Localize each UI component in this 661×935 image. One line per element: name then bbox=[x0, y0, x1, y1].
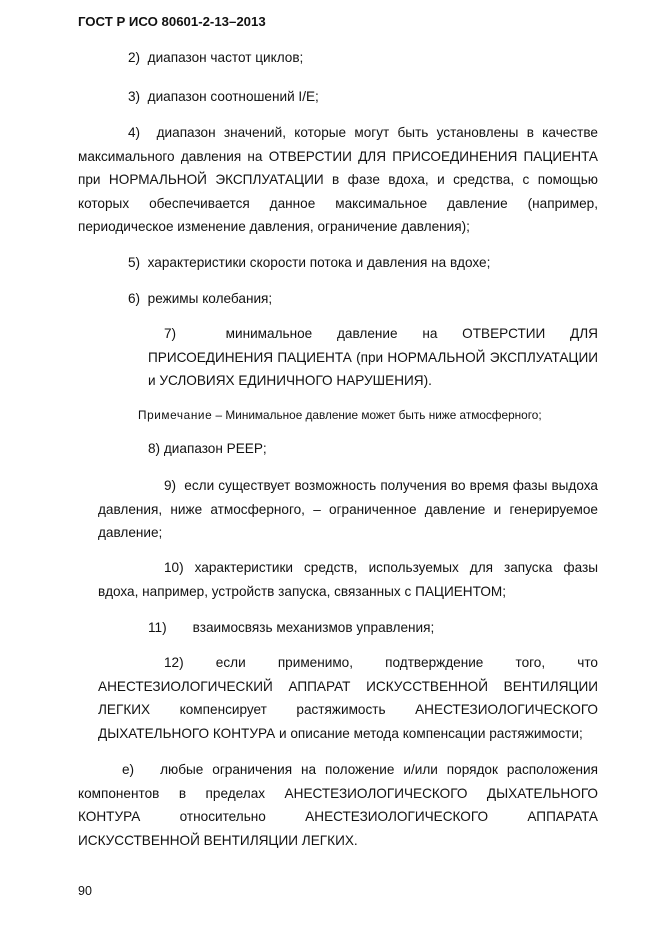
list-item-8 bbox=[148, 437, 598, 461]
item-text: если существует возможность получения во время фазы выдоха давления, ниже атмосферного, – ограниченное давление и генерируемое давление; bbox=[98, 478, 598, 540]
item-text: характеристики скорости потока и давления на вдохе; bbox=[147, 255, 491, 270]
item-text: диапазон значений, которые могут быть установлены в качестве максимального давления на ОТВЕРСТИИ ДЛЯ ПРИСОЕДИНЕНИЯ ПАЦИЕНТА при НОРМАЛЬНОЙ ЭКСПЛУАТАЦИИ в фазе вдоха, и средства, с помощью которых обеспечивается данное максимальное давление (например, периодическое изменение давления, ограничение давления); bbox=[78, 125, 598, 234]
list-item-e bbox=[78, 758, 598, 852]
note-label: Примечание bbox=[138, 408, 213, 422]
item-number: 10) bbox=[164, 560, 184, 575]
note-text: – Минимальное давление может быть ниже атмосферного; bbox=[212, 408, 542, 422]
item-number: 6) bbox=[128, 291, 141, 306]
item-number: 4) bbox=[128, 125, 141, 140]
item-number: 12) bbox=[164, 655, 184, 670]
page-number: 90 bbox=[78, 884, 92, 898]
item-text: характеристики средств, используемых для запуска фазы вдоха, например, устройств запуска, связанных с ПАЦИЕНТОМ; bbox=[98, 560, 598, 599]
item-number: e) bbox=[122, 762, 135, 777]
list-item-3 bbox=[128, 85, 598, 109]
list-item-10 bbox=[98, 556, 598, 603]
item-number: 11) bbox=[148, 620, 167, 635]
list-item-12 bbox=[98, 651, 598, 745]
item-number: 3) bbox=[128, 89, 141, 104]
item-text: режимы колебания; bbox=[147, 291, 273, 306]
list-item-5 bbox=[128, 251, 598, 275]
list-item-2 bbox=[128, 46, 598, 70]
list-item-11 bbox=[148, 616, 598, 640]
item-number: 8) bbox=[148, 441, 161, 456]
standard-header: ГОСТ Р ИСО 80601-2-13–2013 bbox=[78, 14, 266, 29]
list-item-9 bbox=[98, 474, 598, 545]
item-text: любые ограничения на положение и/или порядок расположения компонентов в пределах АНЕСТЕЗИОЛОГИЧЕСКОГО ДЫХАТЕЛЬНОГО КОНТУРА относительно АНЕСТЕЗИОЛОГИЧЕСКОГО АППАРАТА ИСКУССТВЕННОЙ ВЕНТИЛЯЦИИ ЛЕГКИХ. bbox=[78, 762, 598, 848]
item-text: если применимо, подтверждение того, что АНЕСТЕЗИОЛОГИЧЕСКИЙ АППАРАТ ИСКУССТВЕННОЙ ВЕНТИЛЯЦИИ ЛЕГКИХ компенсирует растяжимость АНЕСТЕЗИОЛОГИЧЕСКОГО ДЫХАТЕЛЬНОГО КОНТУРА и описание метода компенсации растяжимости; bbox=[98, 655, 598, 741]
item-number: 5) bbox=[128, 255, 141, 270]
item-text: диапазон PEEP; bbox=[163, 441, 267, 456]
item-number: 9) bbox=[164, 478, 177, 493]
list-item-7 bbox=[148, 322, 598, 393]
item-number: 7) bbox=[164, 326, 177, 341]
item-text: минимальное давление на ОТВЕРСТИИ ДЛЯ ПРИСОЕДИНЕНИЯ ПАЦИЕНТА (при НОРМАЛЬНОЙ ЭКСПЛУАТАЦИИ и УСЛОВИЯХ ЕДИНИЧНОГО НАРУШЕНИЯ). bbox=[148, 326, 598, 388]
list-item-4 bbox=[78, 121, 598, 239]
list-item-6 bbox=[128, 287, 598, 311]
item-number: 2) bbox=[128, 50, 141, 65]
item-text: диапазон частот циклов; bbox=[147, 50, 304, 65]
item-text: диапазон соотношений I/E; bbox=[147, 89, 319, 104]
note bbox=[138, 407, 598, 423]
item-text: взаимосвязь механизмов управления; bbox=[192, 620, 435, 635]
